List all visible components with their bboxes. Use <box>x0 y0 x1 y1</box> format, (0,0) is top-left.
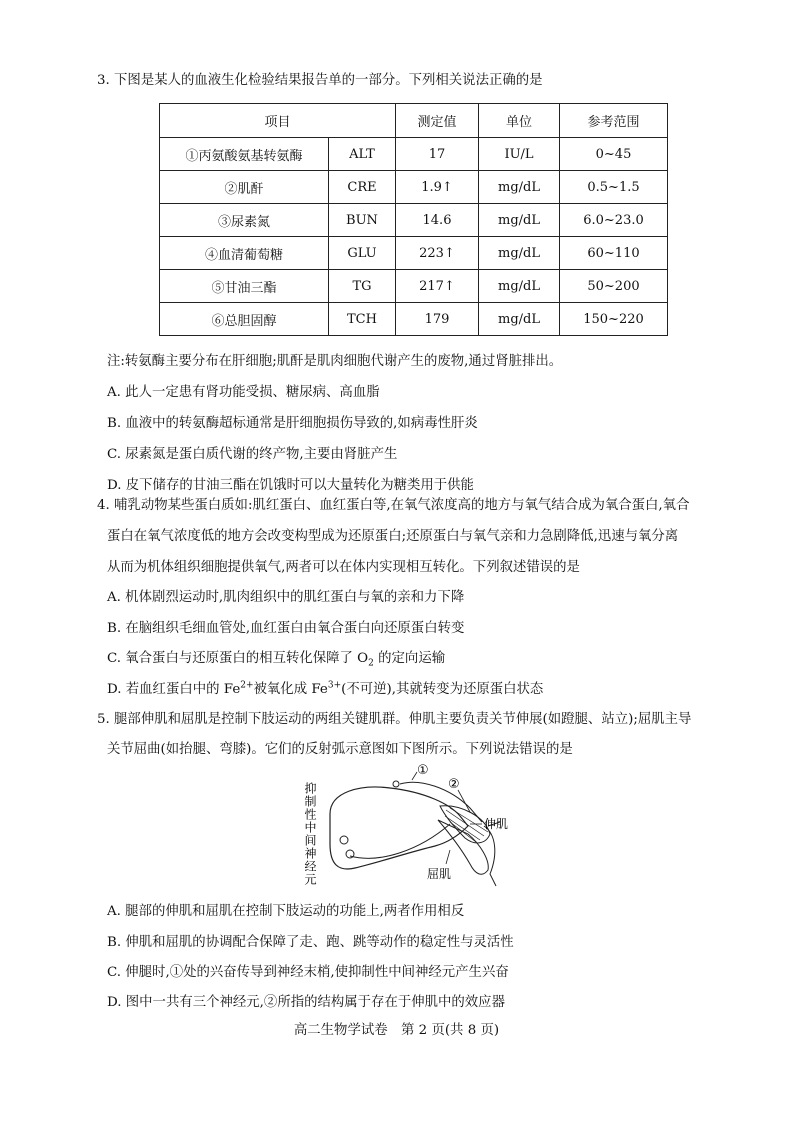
q3-option-b: B. 血液中的转氨酶超标通常是肝细胞损伤导致的,如病毒性肝炎 <box>107 416 478 431</box>
q4-stem-line-1: 4. 哺乳动物某些蛋白质如:肌红蛋白、血红蛋白等,在氧气浓度高的地方与氧气结合成为氧合蛋白,氧合 <box>97 498 690 513</box>
lab-results-table <box>159 103 668 336</box>
label-2: ② <box>448 777 460 792</box>
row-code: TCH <box>329 303 396 336</box>
sensory-ganglion <box>393 781 399 787</box>
row-unit: mg/dL <box>479 237 560 270</box>
table-row <box>160 237 668 270</box>
row-range: 60~110 <box>560 237 668 270</box>
q4-option-c-after: 的定向运输 <box>373 651 446 666</box>
q4-option-a: A. 机体剧烈运动时,肌肉组织中的肌红蛋白与氧的亲和力下降 <box>107 590 465 605</box>
row-unit: mg/dL <box>479 303 560 336</box>
row-name: ①丙氨酸氨基转氨酶 <box>160 138 329 171</box>
label-2-leader <box>458 790 470 812</box>
row-name: ⑥总胆固醇 <box>160 303 329 336</box>
q4-option-d-before: D. 若血红蛋白中的 Fe <box>107 682 241 697</box>
q4-option-c <box>107 650 445 668</box>
q5-option-c: C. 伸腿时,①处的兴奋传导到神经末梢,使抑制性中间神经元产生兴奋 <box>107 965 509 980</box>
row-unit: mg/dL <box>479 171 560 204</box>
flexor-label: 屈肌 <box>427 867 452 881</box>
o2-subscript: 2 <box>368 658 374 669</box>
q5-option-a: A. 腿部的伸肌和屈肌在控制下肢运动的功能上,两者作用相反 <box>107 904 465 919</box>
q4-option-d-mid: 被氧化成 Fe <box>253 682 328 697</box>
q3-option-a: A. 此人一定患有肾功能受损、糖尿病、高血脂 <box>107 385 380 400</box>
q5-option-b: B. 伸肌和屈肌的协调配合保障了走、跑、跳等动作的稳定性与灵活性 <box>107 935 514 950</box>
row-range: 6.0~23.0 <box>560 204 668 237</box>
q4-stem-line-3: 从而为机体组织细胞提供氧气,两者可以在体内实现相互转化。下列叙述错误的是 <box>107 560 580 575</box>
row-value: 17 <box>396 138 479 171</box>
header-item: 项目 <box>160 104 396 138</box>
header-unit: 单位 <box>479 104 560 138</box>
q5-stem-line-2: 关节屈曲(如抬腿、弯膝)。它们的反射弧示意图如下图所示。下列说法错误的是 <box>107 742 573 757</box>
row-code: CRE <box>329 171 396 204</box>
header-value: 测定值 <box>396 104 479 138</box>
row-unit: IU/L <box>479 138 560 171</box>
fe2-superscript: 2+ <box>240 680 254 691</box>
fe3-superscript: 3+ <box>327 680 342 691</box>
q4-option-d-after: (不可逆),其就转变为还原蛋白状态 <box>341 682 544 697</box>
table-row <box>160 204 668 237</box>
header-range: 参考范围 <box>560 104 668 138</box>
row-code: ALT <box>329 138 396 171</box>
bone <box>484 822 500 886</box>
q4-option-d <box>107 681 543 699</box>
table-row <box>160 270 668 303</box>
table-header-row <box>160 104 668 138</box>
row-value: 179 <box>396 303 479 336</box>
label-1: ① <box>417 764 429 778</box>
row-name: ②肌酐 <box>160 171 329 204</box>
interneuron-body-1 <box>340 836 348 844</box>
row-name: ③尿素氮 <box>160 204 329 237</box>
row-name: ④血清葡萄糖 <box>160 237 329 270</box>
row-code: GLU <box>329 237 396 270</box>
table-row <box>160 171 668 204</box>
q3-option-d: D. 皮下储存的甘油三酯在饥饿时可以大量转化为糖类用于供能 <box>107 478 474 493</box>
q4-stem-line-2: 蛋白在氧气浓度低的地方会改变构型成为还原蛋白;还原蛋白与氧气亲和力急剧降低,迅速与氧分离 <box>107 529 679 544</box>
row-value: 1.9↑ <box>396 171 479 204</box>
row-unit: mg/dL <box>479 204 560 237</box>
row-value: 14.6 <box>396 204 479 237</box>
row-unit: mg/dL <box>479 270 560 303</box>
motor-neuron-path <box>350 824 450 858</box>
q3-note: 注:转氨酶主要分布在肝细胞;肌酐是肌肉细胞代谢产生的废物,通过肾脏排出。 <box>107 354 563 369</box>
extensor-label: 伸肌 <box>484 817 509 831</box>
row-value: 223↑ <box>396 237 479 270</box>
row-range: 150~220 <box>560 303 668 336</box>
row-range: 0~45 <box>560 138 668 171</box>
row-value: 217↑ <box>396 270 479 303</box>
q4-option-b: B. 在脑组织毛细血管处,血红蛋白由氧合蛋白向还原蛋白转变 <box>107 621 465 636</box>
q3-option-c: C. 尿素氮是蛋白质代谢的终产物,主要由肾脏产生 <box>107 447 398 462</box>
table-row <box>160 138 668 171</box>
row-code: BUN <box>329 204 396 237</box>
reflex-arc-diagram <box>300 764 530 888</box>
table-row <box>160 303 668 336</box>
row-range: 50~200 <box>560 270 668 303</box>
interneuron-label: 抑制性中间神经元 <box>303 782 317 886</box>
row-code: TG <box>329 270 396 303</box>
q5-option-d: D. 图中一共有三个神经元,②所指的结构属于存在于伸肌中的效应器 <box>107 995 505 1010</box>
q3-stem: 3. 下图是某人的血液生化检验结果报告单的一部分。下列相关说法正确的是 <box>97 73 543 88</box>
flexor-leader <box>446 850 450 864</box>
row-range: 0.5~1.5 <box>560 171 668 204</box>
page-footer: 高二生物学试卷 第 2 页(共 8 页) <box>293 1023 500 1038</box>
q5-stem-line-1: 5. 腿部伸肌和屈肌是控制下肢运动的两组关键肌群。伸肌主要负责关节伸展(如蹬腿、站立);屈肌主导 <box>97 712 692 727</box>
row-name: ⑤甘油三酯 <box>160 270 329 303</box>
q4-option-c-before: C. 氧合蛋白与还原蛋白的相互转化保障了 O <box>107 651 369 666</box>
